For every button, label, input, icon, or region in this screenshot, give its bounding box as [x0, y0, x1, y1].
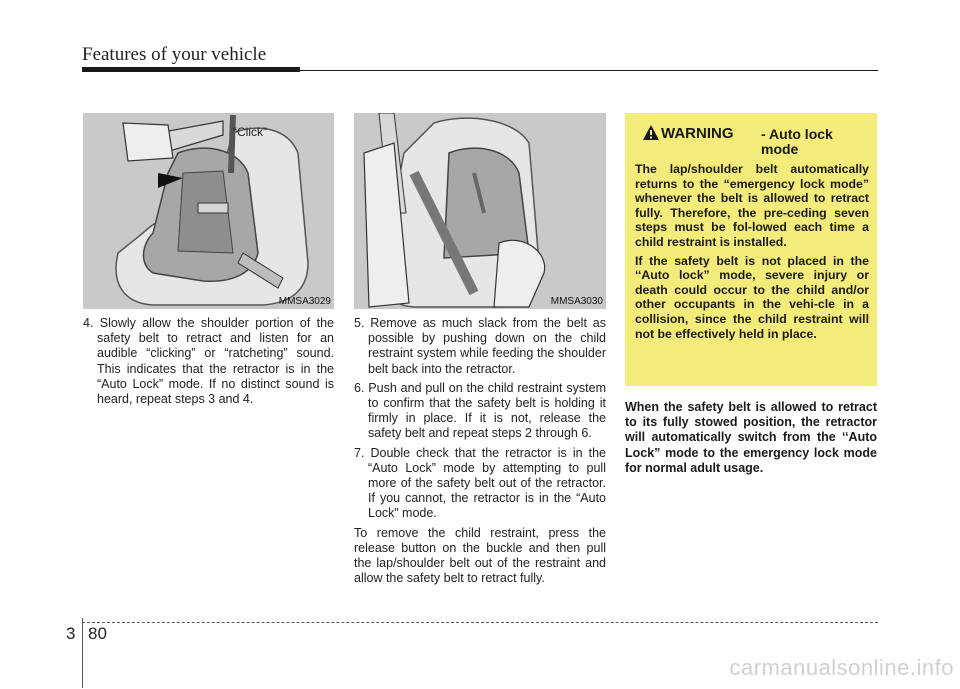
warning-paragraph: If the safety belt is not placed in the ‘‘Auto lock” mode, severe injury or death could occur to the child and/or other occupants in the vehi-cle in a collision, since the child restraint will not be effectively held in place. [635, 253, 869, 341]
child-seat-illustration-1 [83, 113, 334, 309]
figure-code: MMSA3030 [550, 296, 603, 307]
step-4: 4. Slowly allow the shoulder portion of the safety belt to retract and listen for an audible “clicking” or “ratcheting” sound. This indicates that the retractor is in the “Auto Lock” mode. If no distinct sound is heard, repeat steps 3 and 4. [83, 316, 334, 407]
warning-paragraph: The lap/shoulder belt automatically returns to the “emergency lock mode” whenever the belt is allowed to retract fully. Therefore, the pre-ceding seven steps must be fol-lowed each time a child restraint is installed. [635, 162, 869, 249]
section-number: 3 [66, 624, 76, 643]
figure-child-seat-click [83, 113, 334, 309]
step-7: 7. Double check that the retractor is in the “Auto Lock” mode by attempting to pull more of the safety belt out of the retractor. If you cannot, the retractor is in the “Auto Lock” mode. [354, 445, 606, 521]
step-5: 5. Remove as much slack from the belt as possible by pushing down on the child restraint system while feeding the shoulder belt back into the retractor. [354, 316, 606, 376]
auto-lock-switch-paragraph: When the safety belt is allowed to retract to its fully stowed position, the retractor will automatically switch from the ‘‘Auto Lock” mode to the emergency lock mode for normal adult usage. [625, 400, 877, 475]
figure-code: MMSA3029 [278, 296, 331, 307]
left-column [83, 316, 334, 411]
figure-child-seat-slack [354, 113, 606, 309]
middle-column [354, 316, 606, 586]
footer-rule [82, 622, 878, 623]
header-rule [300, 70, 878, 71]
footer-divider [82, 618, 83, 688]
header-bar [82, 67, 300, 72]
remove-paragraph: To remove the child restraint, press the release button on the buckle and then pull the lap/shoulder belt out of the restraint and allow the safety belt to retract fully. [354, 525, 606, 586]
child-seat-illustration-2 [354, 113, 606, 309]
step-6: 6. Push and pull on the child restraint system to confirm that the safety belt is holding it firmly in place. If it is not, release the safety belt and repeat steps 2 through 6. [354, 380, 606, 441]
watermark: carmanualsonline.info [729, 655, 954, 680]
warning-title: WARNING [661, 125, 734, 142]
page-number: 80 [88, 624, 107, 643]
warning-triangle-icon [643, 125, 659, 140]
warning-subtitle: - Auto lock mode [761, 126, 833, 157]
page-header-title: Features of your vehicle [82, 44, 267, 65]
click-callout: “Click” [233, 125, 267, 139]
warning-box [625, 113, 877, 386]
warning-body [635, 162, 869, 345]
